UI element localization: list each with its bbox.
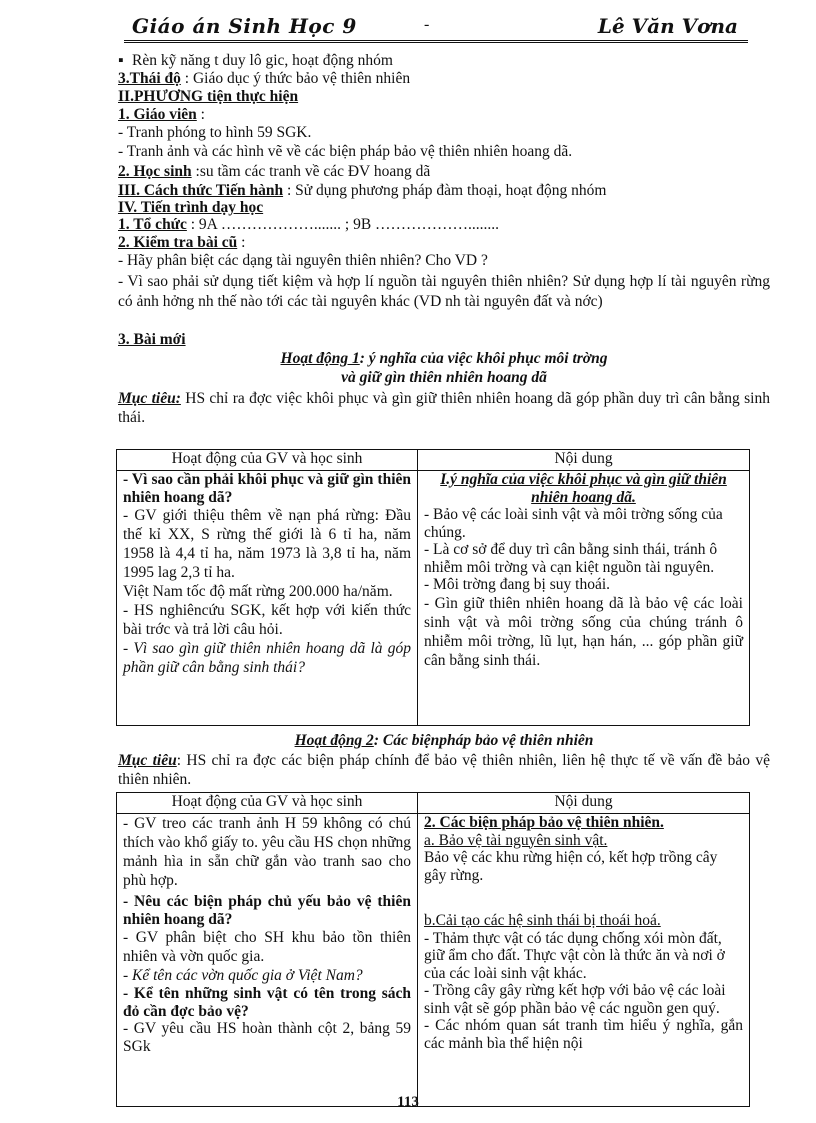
activity1-left-line: Việt Nam tốc độ mất rừng 200.000 ha/năm. [123, 583, 393, 600]
activity2-goal-label: Mục tiêu [118, 752, 177, 769]
activity2-head-right: Nội dung [418, 793, 750, 814]
activity2-left-line: - GV phân biệt cho SH khu bảo tồn thiên nhiên và vờn quốc gia. [123, 929, 411, 965]
activity2-right-line: - Các nhóm quan sát tranh tìm hiểu ý nghĩa, gắn các mảnh bìa thể hiện nội [424, 1017, 743, 1052]
activity2-right-subheading-a: a. Bảo vệ tài nguyên sinh vật. [424, 831, 608, 849]
page-number: 113 [397, 1094, 419, 1110]
activity1-title: Hoạt động 1: ý nghĩa của việc khôi phục môi trờng [280, 350, 608, 367]
activity2-left-question: - Nêu các biện pháp chủ yếu bảo vệ thiên nhiên hoang dã? [123, 893, 411, 928]
activity1-title-label: Hoạt động 1 [280, 350, 360, 367]
activity1-goal: Mục tiêu: HS chỉ ra đợc việc khôi phục và gìn giữ thiên nhiên hoang dã góp phần duy trì cân bằng sinh thái. [118, 390, 770, 426]
activity1-head-left: Hoạt động của GV và học sinh [117, 450, 418, 471]
check-label: 2. Kiểm tra bài cũ [118, 234, 238, 251]
activity2-right-line: - Trồng cây gây rừng kết hợp với bảo vệ các loài sinh vật sẽ góp phần bảo vệ các nguồn gen quý. [424, 982, 726, 1017]
check-line: 2. Kiểm tra bài cũ : [118, 234, 246, 251]
activity2-left-intro: - GV treo các tranh ảnh H 59 không có chú thích vào khổ giấy to. yêu cầu HS chọn những mảnh hìa in sẵn chữ gắn vào tranh sao cho phù hợp. [123, 815, 411, 889]
activity2-goal: Mục tiêu: HS chỉ ra đợc các biện pháp chính để bảo vệ thiên nhiên, liên hệ thực tế về vấn đề bảo vệ thiên nhiên. [118, 752, 770, 788]
activity1-right-heading: I.ý nghĩa của việc khôi phục và gìn giữ thiên nhiên hoang dã. [440, 471, 727, 506]
process-heading: IV. Tiến trình dạy học [118, 199, 264, 216]
header-separator: - [424, 16, 430, 33]
activity1-left-line: - GV giới thiệu thêm về nạn phá rừng: Đầu thế kỉ XX, S rừng thế giới là 6 tỉ ha, năm 1958 là 4,4 tỉ ha, năm 1973 là 3,8 tỉ ha, năm 1995 lag 2,3 tỉ ha. [123, 507, 411, 581]
activity2-title: Hoạt động 2: Các biệnpháp bảo vệ thiên nhiên [294, 732, 594, 749]
activity2-right-cell [418, 814, 750, 1107]
check-question-1: - Hãy phân biệt các dạng tài nguyên thiên nhiên? Cho VD ? [118, 252, 488, 269]
activity1-left-italic: - Vì sao gìn giữ thiên nhiên hoang dã là góp phần giữ cân bằng sinh thái? [123, 640, 411, 676]
activity2-left-italic: - Kể tên các vờn quốc gia ở Việt Nam? [123, 967, 363, 984]
check-question-2: - Vì sao phải sử dụng tiết kiệm và hợp lí nguồn tài nguyên thiên nhiên? Sử dụng hợp lí tài nguyên rừng có ảnh hởng nh thế nào tới các tài nguyên khác (VD nh tài nguyên đất và nớc) [118, 273, 770, 310]
activity1-right-line: - Gìn giữ thiên nhiên hoang dã là bảo vệ các loài sinh vật và môi trờng sống của chúng tránh ô nhiễm môi trờng, lũ lụt, hạn hán, ... góp phần giữ cân bằng sinh thái. [424, 594, 743, 669]
teacher-item-1: - Tranh phóng to hình 59 SGK. [118, 124, 312, 141]
activity1-right-line: - Môi trờng đang bị suy thoái. [424, 576, 610, 593]
header-author: Lê Văn Vơna [597, 14, 738, 38]
student-label: 2. Học sinh [118, 163, 192, 180]
activity2-head-left: Hoạt động của GV và học sinh [117, 793, 418, 814]
header-rule [124, 40, 748, 43]
page-header [124, 12, 744, 40]
header-course-title: Giáo án Sinh Học 9 [132, 14, 357, 38]
activity2-right-subheading-b: b.Cải tạo các hệ sinh thái bị thoái hoá. [424, 912, 661, 929]
activity2-title-label: Hoạt động 2 [294, 732, 374, 749]
org-label: 1. Tổ chức [118, 216, 187, 233]
activity2-right-line: - Thảm thực vật có tác dụng chống xói mòn đất, giữ ẩm cho đất. Thực vật còn là thức ăn và nơi ở của các loài sinh vật khác. [424, 929, 725, 982]
activity1-head-right: Nội dung [418, 450, 750, 471]
method-line: III. Cách thức Tiến hành : Sử dụng phương pháp đàm thoại, hoạt động nhóm [118, 182, 607, 199]
new-lesson-heading: 3. Bài mới [118, 331, 186, 348]
skills-bullet: ▪ Rèn kỹ năng t duy lô gic, hoạt động nhóm [118, 52, 393, 69]
activity2-right-line: Bảo vệ các khu rừng hiện có, kết hợp trồng cây gây rừng. [424, 849, 718, 884]
activity2-left-question: - Kể tên những sinh vật có tên trong sách đỏ cần đợc bảo vệ? [123, 985, 411, 1020]
activity2-left-line: - GV yêu cầu HS hoàn thành cột 2, bảng 59 SGk [123, 1020, 411, 1055]
activity1-table [116, 449, 750, 726]
activity1-right-cell [418, 471, 750, 726]
attitude-line: 3.Thái độ : Giáo dục ý thức bảo vệ thiên nhiên [118, 70, 411, 87]
org-line: 1. Tổ chức : 9A ………………....... ; 9B ………………........ [118, 216, 500, 233]
activity1-right-line: - Bảo vệ các loài sinh vật và môi trờng sống của chúng. [424, 506, 723, 541]
attitude-label: 3.Thái độ [118, 70, 181, 87]
activity1-goal-label: Mục tiêu: [118, 390, 181, 407]
activity2-right-heading: 2. Các biện pháp bảo vệ thiên nhiên. [424, 814, 664, 831]
activity1-right-line: - Là cơ sở để duy trì cân bằng sinh thái, tránh ô nhiễm môi trờng và cạn kiệt nguồn tài nguyên. [424, 541, 718, 576]
means-heading: II.PHƯƠNG tiện thực hiện [118, 88, 299, 105]
activity1-left-cell [117, 471, 418, 726]
activity1-left-question: - Vì sao cần phải khôi phục và giữ gìn thiên nhiên hoang dã? [123, 471, 411, 506]
teacher-label: 1. Giáo viên [118, 106, 197, 123]
activity1-left-line: - HS nghiêncứu SGK, kết hợp với kiến thức bài trớc và trả lời câu hỏi. [123, 602, 411, 638]
activity2-left-cell [117, 814, 418, 1107]
activity1-title-line2: và giữ gìn thiên nhiên hoang dã [341, 369, 547, 386]
method-label: III. Cách thức Tiến hành [118, 182, 284, 199]
student-line: 2. Học sinh :su tầm các tranh về các ĐV hoang dã [118, 163, 431, 180]
teacher-line: 1. Giáo viên : [118, 106, 205, 123]
activity2-table [116, 792, 750, 1107]
teacher-item-2: - Tranh ảnh và các hình vẽ về các biện pháp bảo vệ thiên nhiên hoang dã. [118, 143, 573, 160]
